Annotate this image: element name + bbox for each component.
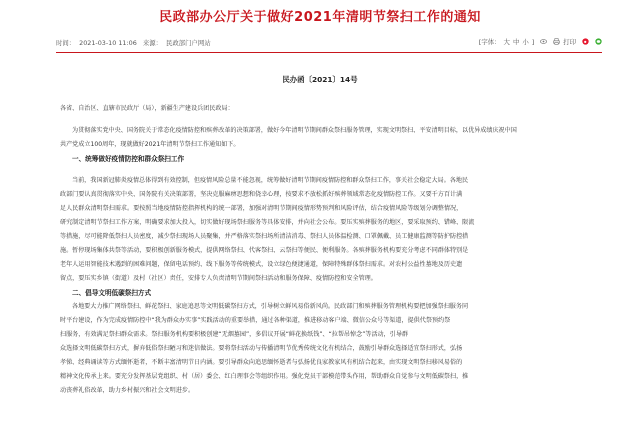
body-line: 时平台建设，作为完成疫情防控中“我为群众办实事”实践活动的重要举措，通过各种渠道，推进移动客户端、微信公众号等渠道，提供代祭预约祭 (60, 317, 451, 324)
eye-icon[interactable] (540, 38, 547, 45)
font-size-label: [字体： (478, 38, 501, 46)
notice-body (60, 102, 602, 398)
body-line: 精神文化传承上来。要充分发挥基层党组织、村（居）委会、红白理事会等组织作用。强化党员干部模范带头作用，帮助群众自觉参与文明低碳祭扫，推 (60, 373, 469, 380)
body-line: 孝悌、经典诵读等方式缅怀逝者，不断丰富清明节日内涵。要引导群众向追思缅怀逝者与弘扬优良家教家风有机结合起来，由实现文明祭扫移风易俗的 (60, 359, 463, 366)
page-title: 民政部办公厅关于做好2021年清明节祭扫工作的通知 (159, 10, 481, 25)
title-divider (56, 52, 602, 53)
body-line: 施。暂停现场集体共祭等活动，要积极创新服务模式，提供网络祭扫、代客祭扫、云祭扫等便民、便利服务。各殡葬服务机构要充分考虑不同群体特别是 (60, 247, 469, 254)
body-line: 当前，我国新冠肺炎疫情总体得到有效控制，但疫情风险总量不能忽视，统筹做好清明节期间疫情防控和群众祭扫工作，事关社会稳定大局。各地民 (72, 177, 469, 184)
body-line: 动丧葬礼俗改革，助力乡村振兴和社会文明进步。 (60, 387, 195, 394)
body-line: 足人民群众清明祭扫需求。要按照当地疫情防控指挥机构的统一部署，加强对清明节期间疫情形势预判和风险评估，结合疫情风险等级划分调整情况， (60, 205, 463, 212)
article-tools (476, 37, 602, 46)
publish-time: 2021-03-10 11:06 (79, 39, 137, 47)
font-size-bracket: ] (531, 37, 535, 46)
wechat-share-icon[interactable] (595, 38, 602, 45)
article-meta-bar (56, 36, 602, 50)
addressee-line: 各省、自治区、直辖市民政厅（局），新疆生产建设兵团民政局： (60, 105, 234, 112)
body-line: 研究制定清明节祭扫工作方案，明确要求加大投入，切实做好现场祭扫服务等具体安排，并向社会公布。要压实殡葬服务的地区，要采取预约、错峰、限流 (60, 219, 475, 226)
intro-line: 共产党成立100周年，现就做好2021年清明节祭扫工作通知如下。 (60, 141, 240, 148)
time-label: 时间： (56, 39, 76, 47)
body-line: 众选择文明低碳祭扫方式，摒弃低俗祭扫陋习和迷信做法。要将祭扫活动与传播清明节优秀传统文化有机结合，鼓励引导群众选择适宜祭扫形式，弘扬 (60, 345, 463, 352)
body-line: 扫服务，有效满足祭扫群众需求。祭扫服务机构要积极创建“无烟墓园”，多倡议开展“鲜花换纸钱”、“拉帮吊悼念”等活动，引导群 (60, 331, 409, 338)
body-line: 等措施，尽可能降低祭扫人员密度，减少祭扫现场人员聚集，并严格落实祭扫场所清洁消毒、祭扫人员体温检测、口罩佩戴、员工健康监测等防护防控措 (60, 233, 469, 240)
body-line: 政部门要认真贯彻落实中央、国务院有关决策部署，坚决克服麻痹思想和侥幸心理，按要求不放松抓好殡葬领域常态化疫情防控工作。又要千方百计满 (60, 191, 463, 198)
publish-info (56, 38, 215, 47)
font-large-button[interactable]: 大 (503, 38, 510, 46)
font-medium-button[interactable]: 中 (512, 38, 520, 46)
print-icon[interactable] (553, 38, 560, 45)
body-line: 老年人运用智能技术遇到的困难问题，保留电话预约、线下服务等传统模式，设立绿色便捷通道，保障特殊群体祭扫需求。对农村公益性墓地及历史遗 (60, 261, 463, 268)
document-number: 民办函〔2021〕14号 (282, 75, 358, 84)
weibo-share-icon[interactable] (582, 38, 589, 45)
section-heading: 二、倡导文明低碳祭扫方式 (72, 289, 152, 297)
section-heading: 一、统筹做好疫情防控和群众祭扫工作 (72, 155, 185, 163)
source-name: 民政部门户网站 (165, 39, 211, 47)
font-small-button[interactable]: 小 (522, 38, 529, 46)
print-button[interactable]: 打印 (563, 38, 576, 46)
intro-line: 为贯彻落实党中央、国务院关于常态化疫情防控和殡葬改革的决策部署，做好今年清明节期间群众祭扫服务管理，实现文明祭扫、平安清明目标，以优异成绩庆祝中国 (72, 127, 517, 134)
body-line: 留点，要压实乡镇（街道）及村（社区）责任，安排专人负责清明节期间祭扫活动和服务保障、疫情防控和安全管理。 (60, 275, 377, 282)
body-line: 各地要大力推广网络祭扫、鲜花祭扫、家庭追思等文明低碳祭扫方式，引导树立鲜风易俗新风尚。民政部门和殡葬服务管理机构要把加强祭扫服务同 (72, 303, 469, 310)
source-label: 来源： (142, 39, 162, 47)
